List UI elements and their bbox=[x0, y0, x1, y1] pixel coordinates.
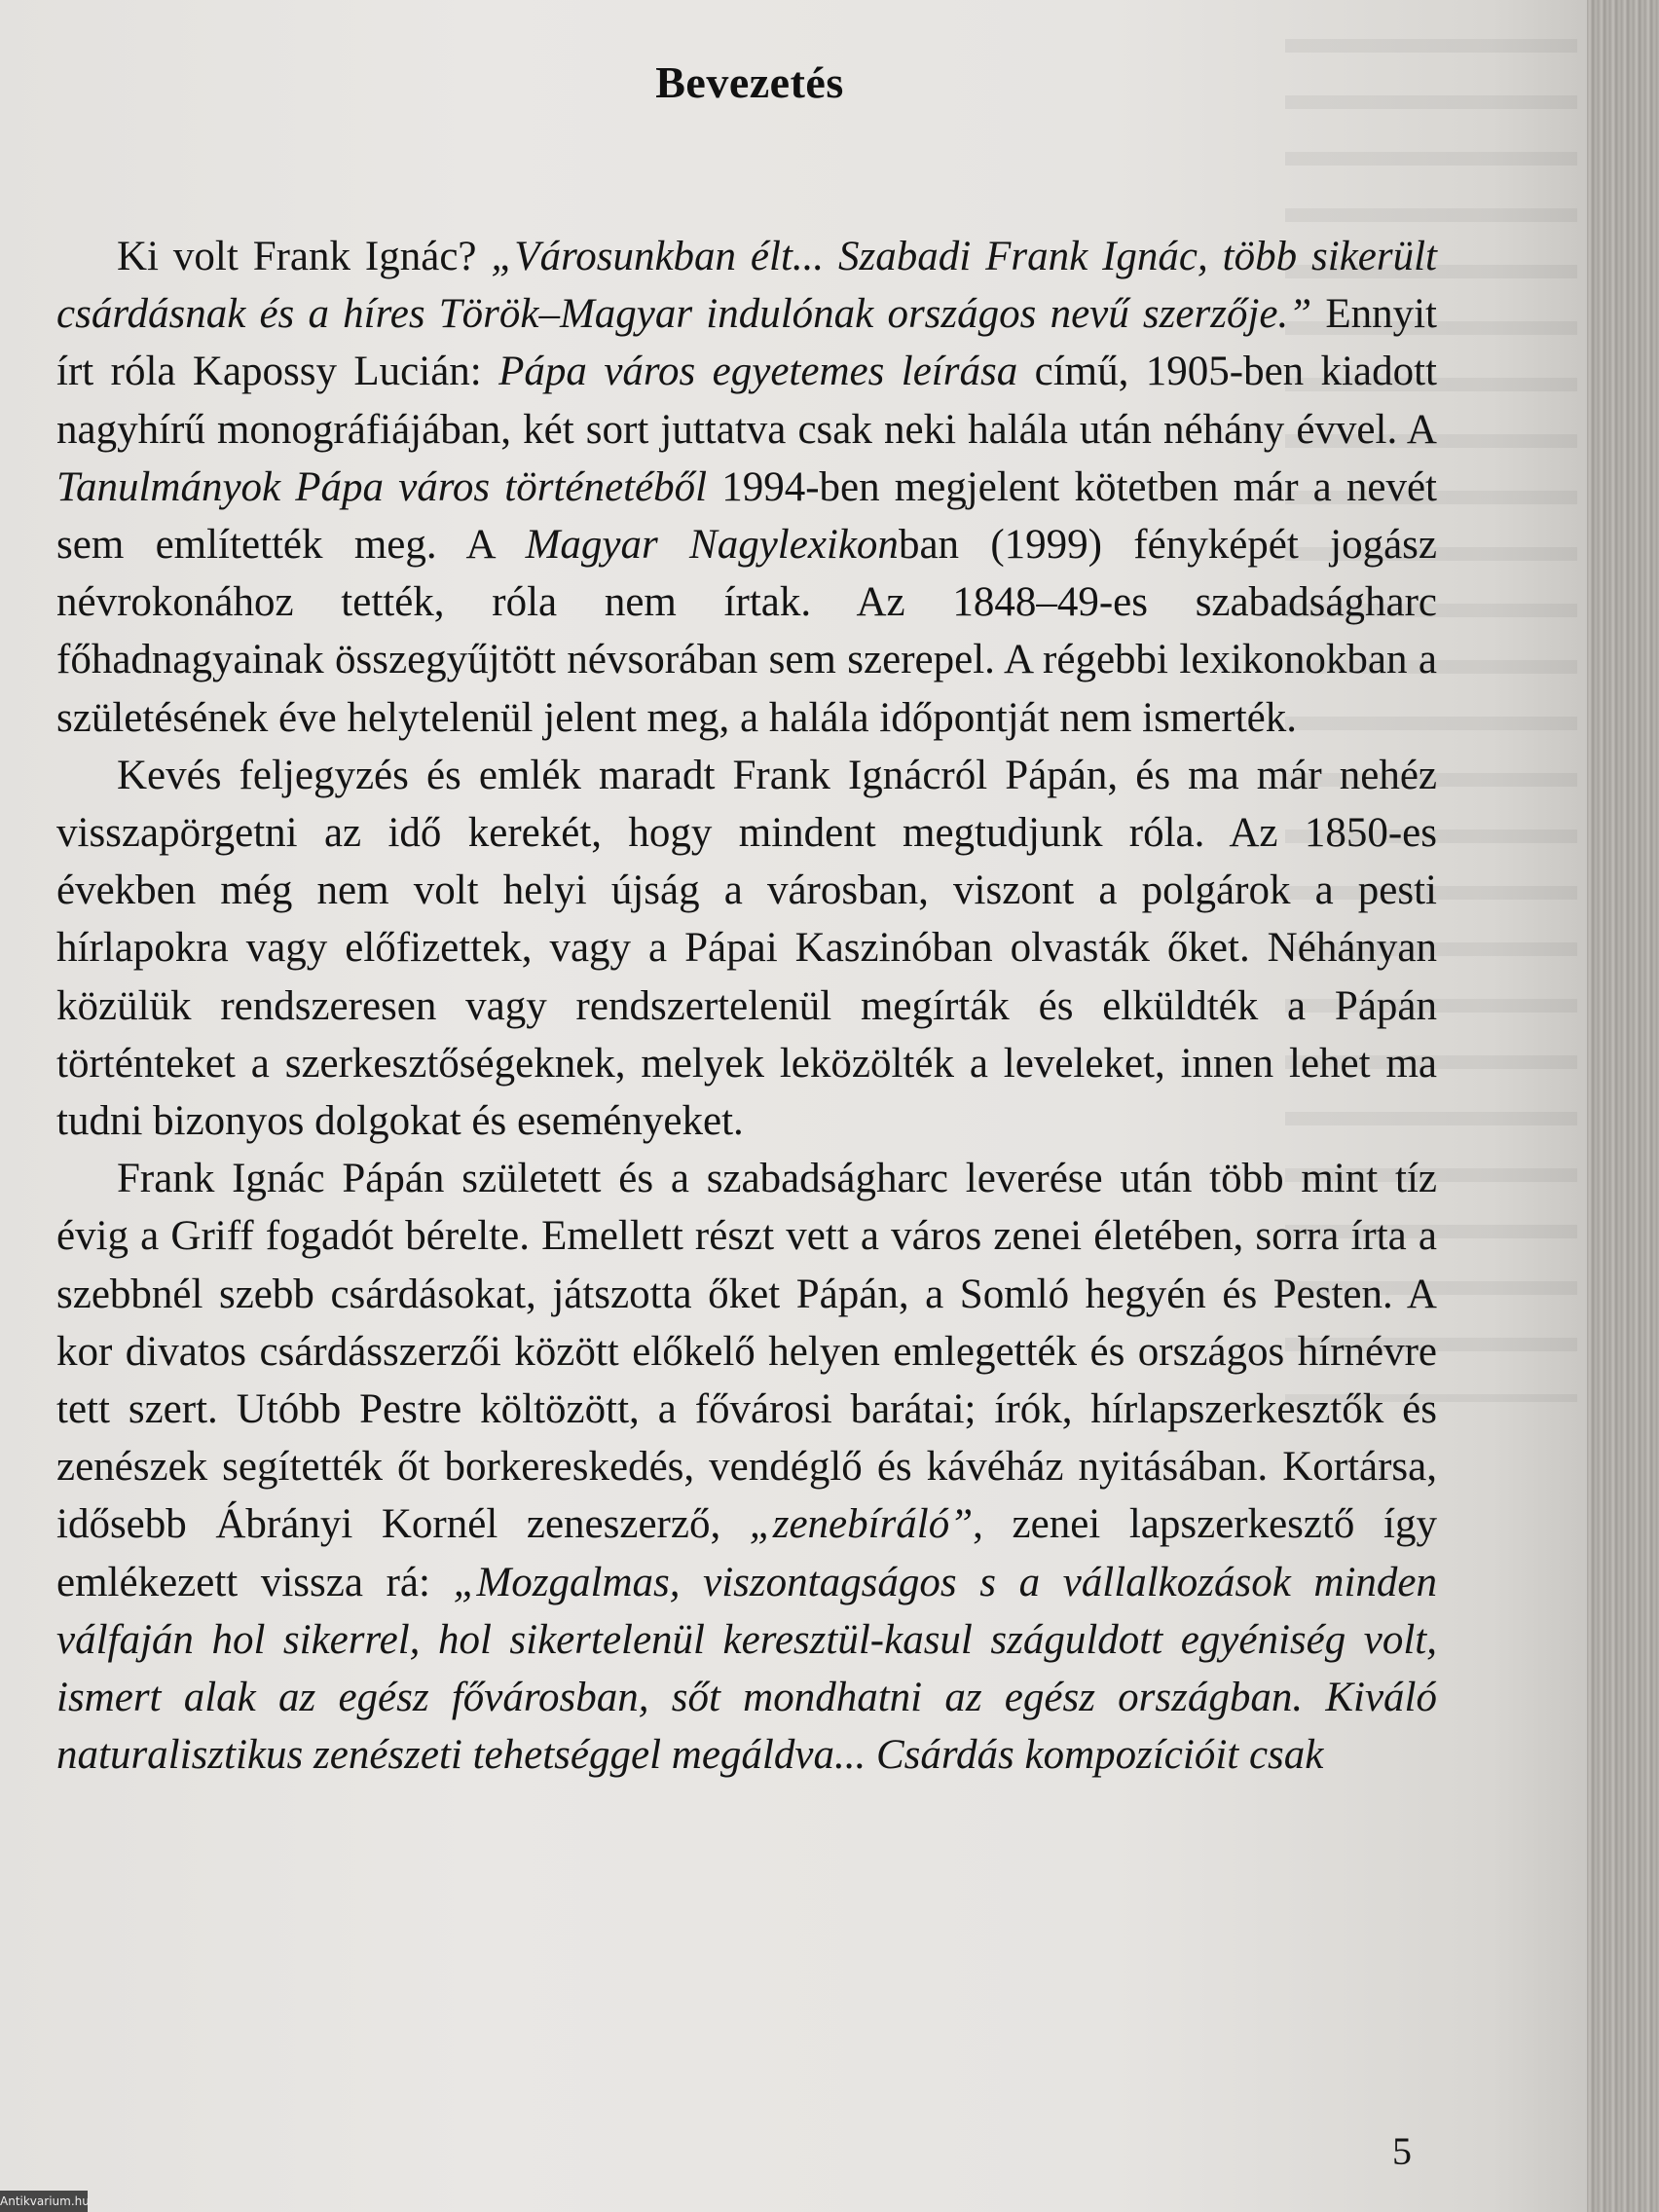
chapter-heading: Bevezetés bbox=[655, 57, 844, 107]
italic-run: „Városunkban élt... Szabadi Frank Ignác, több sikerült csárdásnak és a híres Török–Magyar indulónak országos nevű szerzője.” bbox=[56, 234, 1437, 338]
watermark-logo: Antikvarium.hu bbox=[0, 2191, 88, 2212]
text-run: , zenei lapszerkesztő így emlékezett vissza rá: bbox=[56, 1501, 1437, 1605]
text-run: ban (1999) fényképét jogász névrokonához tették, róla nem írtak. Az 1848–49-es szabadságharc főhadnagyainak összegyűjtött névsorában sem szerepel. A régebbi lexikonokban a születésének éve helytelenül jelent meg, a halála időpontját nem ismerték. bbox=[56, 522, 1437, 741]
italic-run: „zenebíráló” bbox=[749, 1501, 974, 1548]
italic-run: Tanulmányok Pápa város történetéből bbox=[56, 463, 708, 510]
page-stack-edge bbox=[1587, 0, 1659, 2212]
text-run: Kevés feljegyzés és emlék maradt Frank Ignácról Pápán, és ma már nehéz visszapörgetni az idő kerekét, hogy mindent megtudjunk róla. Az 1850-es években még nem volt helyi újság a városban, viszont a polgárok a pesti hírlapokra vagy előfizettek, vagy a Pápai Kaszinóban olvasták őket. Néhányan közülük rendszeresen vagy rendszertelenül megírták és elküldték a Pápán történteket a szerkesztőségeknek, melyek leközölték a leveleket, innen lehet ma tudni bizonyos dolgokat és eseményeket. bbox=[56, 752, 1437, 1145]
text-run: Frank Ignác Pápán született és a szabadságharc leverése után több mint tíz évig a Griff fogadót bérelte. Emellett részt vett a város zenei életében, sorra írta a szebbnél szebb csárdásokat, játszotta őket Pápán, a Somló hegyén és Pesten. A kor divatos csárdásszerzői között előkelő helyen emlegették és országos hírnévre tett szert. Utóbb Pestre költözött, a fővárosi barátai; írók, hírlapszerkesztők és zenészek segítették őt borkereskedés, vendéglő és kávéház nyitásában. Kortársa, idősebb Ábrányi Kornél zeneszerző, bbox=[56, 1156, 1437, 1548]
paragraph bbox=[56, 747, 1437, 1150]
italic-run: „Mozgalmas, viszontagságos s a vállalkozások minden válfaján hol sikerrel, hol sikertelenül keresztül-kasul száguldott egyéniség volt, ismert alak az egész fővárosban, sőt mondhatni az egész országban. Kiváló naturalisztikus zenészeti tehetséggel megáldva... Csárdás kompozícióit csak bbox=[56, 1559, 1437, 1779]
text-run: Ennyit írt róla Kapossy Lucián: bbox=[56, 291, 1437, 395]
italic-run: Pápa város egyetemes leírása bbox=[498, 349, 1018, 395]
page-number: 5 bbox=[1392, 2129, 1412, 2173]
text-run: 1994-ben megjelent kötetben már a nevét sem említették meg. A bbox=[56, 463, 1437, 569]
text-run: Ki volt Frank Ignác? bbox=[117, 234, 492, 279]
text-run: című, 1905-ben kiadott nagyhírű monográfiájában, két sort juttatva csak neki halála után néhány évvel. A bbox=[56, 349, 1437, 453]
paragraph bbox=[56, 228, 1437, 747]
paragraph bbox=[56, 1150, 1437, 1784]
body-text bbox=[56, 228, 1437, 1784]
italic-run: Magyar Nagylexikon bbox=[525, 522, 899, 569]
